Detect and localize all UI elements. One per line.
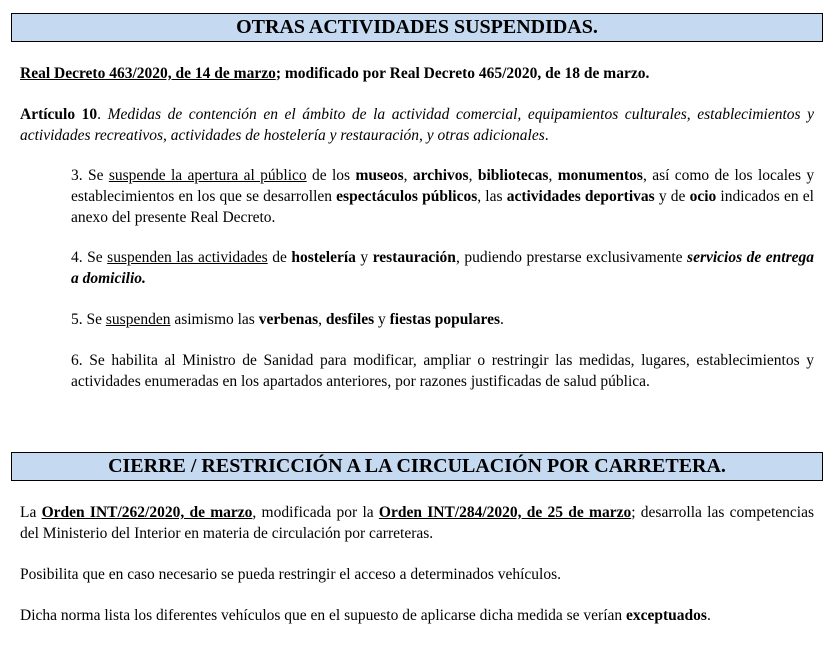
- article-item-5: 5. Se suspenden asimismo las verbenas, desfiles y fiestas populares.: [71, 311, 504, 328]
- section-title: OTRAS ACTIVIDADES SUSPENDIDAS.: [236, 16, 598, 38]
- article-item-6: 6. Se habilita al Ministro de Sanidad para modificar, ampliar o restringir las medidas, lugares, establecimientos y actividades enumeradas en los apartados anteriores, por razones justificadas de salud pública.: [71, 352, 814, 390]
- article-10-heading: Artículo 10. Medidas de contención en el ámbito de la actividad comercial, equipamientos culturales, establecimientos y actividades recreativos, actividades de hostelería y restauración, y otras adicionales.: [20, 106, 815, 144]
- section-title: CIERRE / RESTRICCIÓN A LA CIRCULACIÓN POR CARRETERA.: [108, 455, 726, 477]
- article-label: Artículo 10: [20, 106, 98, 123]
- article-description: Medidas de contención en el ámbito de la actividad comercial, equipamientos culturales, establecimientos y actividades recreativos, actividades de hostelería y restauración, y otras adicionales: [20, 106, 815, 144]
- orden-int-284-link[interactable]: Orden INT/284/2020, de 25 de marzo: [378, 504, 632, 521]
- decree-reference: Real Decreto 463/2020, de 14 de marzo; modificado por Real Decreto 465/2020, de 18 de marzo.: [20, 65, 650, 82]
- section-header-otras-actividades: [11, 13, 823, 42]
- orden-int-262-link[interactable]: Orden INT/262/2020, de marzo: [41, 504, 253, 521]
- exceptions-paragraph: Dicha norma lista los diferentes vehículos que en el supuesto de aplicarse dicha medida se verían exceptuados.: [20, 607, 711, 624]
- restriction-paragraph: Posibilita que en caso necesario se pueda restringir el acceso a determinados vehículos.: [20, 566, 562, 583]
- article-item-3: 3. Se suspende la apertura al público de los museos, archivos, bibliotecas, monumentos, así como de los locales y establecimientos en los que se desarrollen espectáculos públicos, las actividades deportivas y de ocio indicados en el anexo del presente Real Decreto.: [71, 167, 815, 226]
- article-item-4: 4. Se suspenden las actividades de hostelería y restauración, pudiendo prestarse exclusivamente servicios de entrega a domicilio.: [71, 249, 814, 287]
- orden-int-paragraph: La Orden INT/262/2020, de marzo, modificada por la Orden INT/284/2020, de 25 de marzo; desarrolla las competencias del Ministerio del Interior en materia de circulación por carreteras.: [20, 504, 814, 542]
- section-header-cierre-carretera: [11, 452, 823, 481]
- decree-link-463[interactable]: Real Decreto 463/2020, de 14 de marzo: [20, 65, 276, 82]
